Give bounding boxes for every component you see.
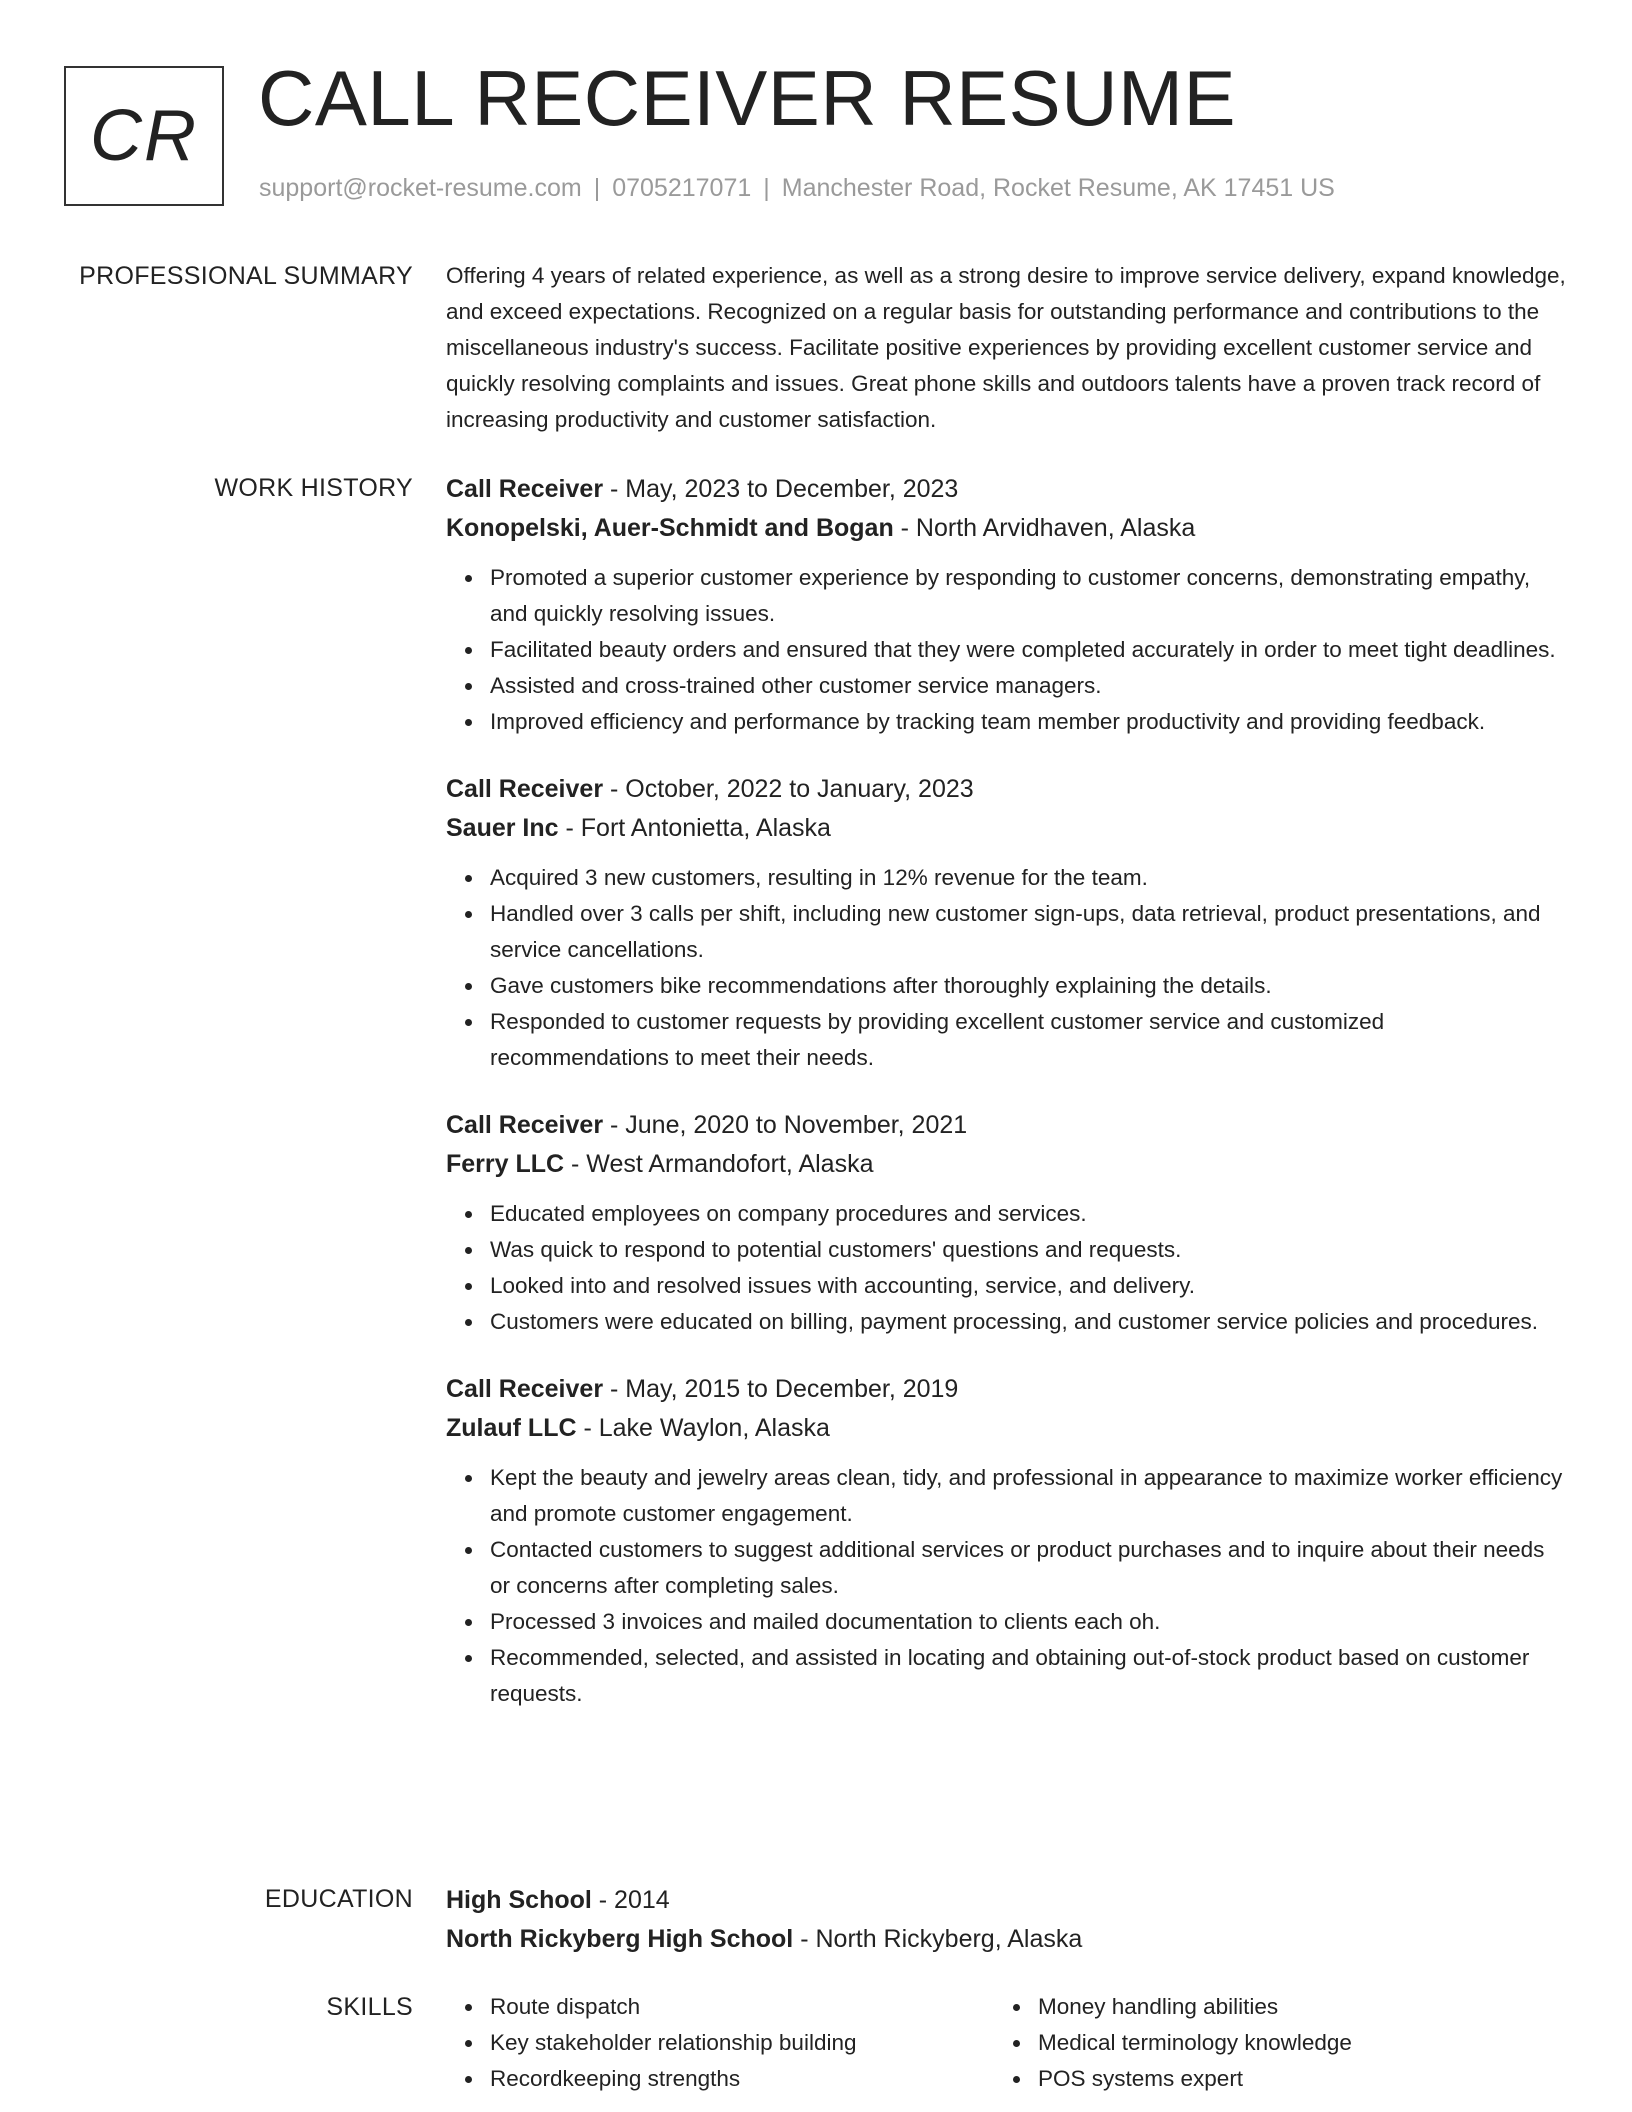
work-history-body bbox=[446, 470, 1566, 1742]
job-bullet: Improved efficiency and performance by tracking team member productivity and providing feedback. bbox=[490, 704, 1566, 740]
job-bullet: Facilitated beauty orders and ensured that they were completed accurately in order to meet tight deadlines. bbox=[490, 632, 1566, 668]
contact-email: support@rocket-resume.com bbox=[259, 174, 582, 202]
job-location: - North Arvidhaven, Alaska bbox=[893, 514, 1196, 542]
job-bullet: Responded to customer requests by providing excellent customer service and customized recommendations to meet their needs. bbox=[490, 1004, 1566, 1076]
job-company-line bbox=[446, 509, 1566, 548]
job-entry bbox=[446, 1370, 1566, 1712]
job-bullet: Recommended, selected, and assisted in locating and obtaining out-of-stock product based on customer requests. bbox=[490, 1640, 1566, 1712]
monogram-box bbox=[64, 66, 224, 206]
job-entry bbox=[446, 470, 1566, 740]
job-location: - Lake Waylon, Alaska bbox=[576, 1414, 830, 1442]
job-bullet-list bbox=[446, 1196, 1566, 1340]
skills-column-left bbox=[446, 1989, 994, 2097]
skills-list-left bbox=[446, 1989, 994, 2097]
job-bullet-list bbox=[446, 1460, 1566, 1712]
education-school: North Rickyberg High School bbox=[446, 1925, 794, 1953]
job-title: Call Receiver bbox=[446, 1111, 604, 1139]
contact-separator: | bbox=[593, 174, 601, 202]
job-bullet: Processed 3 invoices and mailed documentation to clients each oh. bbox=[490, 1604, 1566, 1640]
skill-item: POS systems expert bbox=[1038, 2061, 1542, 2097]
job-title-line bbox=[446, 770, 1566, 809]
contact-address: Manchester Road, Rocket Resume, AK 17451 US bbox=[781, 174, 1335, 202]
education-body bbox=[446, 1881, 1566, 1959]
education-degree: High School bbox=[446, 1886, 592, 1914]
skill-item: Medical terminology knowledge bbox=[1038, 2025, 1542, 2061]
job-company: Ferry LLC bbox=[446, 1150, 565, 1178]
job-company-line bbox=[446, 809, 1566, 848]
job-location: - Fort Antonietta, Alaska bbox=[558, 814, 831, 842]
education-location: - North Rickyberg, Alaska bbox=[793, 1925, 1083, 1953]
job-dates: - May, 2023 to December, 2023 bbox=[603, 475, 959, 503]
job-company-line bbox=[446, 1409, 1566, 1448]
job-bullet: Assisted and cross-trained other customer service managers. bbox=[490, 668, 1566, 704]
job-company: Sauer Inc bbox=[446, 814, 559, 842]
job-title-line bbox=[446, 470, 1566, 509]
job-bullet-list bbox=[446, 860, 1566, 1076]
job-bullet: Contacted customers to suggest additional services or product purchases and to inquire about their needs or concerns after completing sales. bbox=[490, 1532, 1566, 1604]
job-bullet: Customers were educated on billing, payment processing, and customer service policies and procedures. bbox=[490, 1304, 1566, 1340]
job-bullet-list bbox=[446, 560, 1566, 740]
section-label-summary: PROFESSIONAL SUMMARY bbox=[79, 262, 413, 290]
skill-item: Money handling abilities bbox=[1038, 1989, 1542, 2025]
job-title-line bbox=[446, 1370, 1566, 1409]
section-label-skills: SKILLS bbox=[326, 1993, 413, 2021]
contact-line bbox=[259, 174, 1335, 203]
job-title: Call Receiver bbox=[446, 1375, 604, 1403]
job-bullet: Gave customers bike recommendations after thoroughly explaining the details. bbox=[490, 968, 1566, 1004]
job-title: Call Receiver bbox=[446, 775, 604, 803]
resume-title: CALL RECEIVER RESUME bbox=[258, 54, 1237, 142]
job-bullet: Handled over 3 calls per shift, including new customer sign-ups, data retrieval, product presentations, and service cancellations. bbox=[490, 896, 1566, 968]
summary-text: Offering 4 years of related experience, as well as a strong desire to improve service delivery, expand knowledge, and exceed expectations. Recognized on a regular basis for outstanding performance and contributions to the miscellaneous industry's success. Facilitate positive experiences by providing excellent customer service and quickly resolving complaints and issues. Great phone skills and outdoors talents have a proven track record of increasing productivity and customer satisfaction. bbox=[446, 263, 1566, 432]
summary-body bbox=[446, 258, 1566, 438]
contact-separator: | bbox=[763, 174, 770, 202]
job-dates: - October, 2022 to January, 2023 bbox=[603, 775, 974, 803]
job-bullet: Acquired 3 new customers, resulting in 12% revenue for the team. bbox=[490, 860, 1566, 896]
education-degree-line bbox=[446, 1881, 1566, 1920]
monogram-initials: CR bbox=[90, 96, 198, 176]
job-company: Zulauf LLC bbox=[446, 1414, 577, 1442]
skills-column-right bbox=[994, 1989, 1542, 2097]
job-entry bbox=[446, 1106, 1566, 1340]
job-bullet: Promoted a superior customer experience by responding to customer concerns, demonstrating empathy, and quickly resolving issues. bbox=[490, 560, 1566, 632]
skills-list-right bbox=[994, 1989, 1542, 2097]
job-bullet: Kept the beauty and jewelry areas clean, tidy, and professional in appearance to maximize worker efficiency and promote customer engagement. bbox=[490, 1460, 1566, 1532]
job-dates: - June, 2020 to November, 2021 bbox=[603, 1111, 968, 1139]
education-school-line bbox=[446, 1920, 1566, 1959]
job-bullet: Looked into and resolved issues with accounting, service, and delivery. bbox=[490, 1268, 1566, 1304]
job-title: Call Receiver bbox=[446, 475, 604, 503]
job-location: - West Armandofort, Alaska bbox=[564, 1150, 874, 1178]
job-entry bbox=[446, 770, 1566, 1076]
skill-item: Route dispatch bbox=[490, 1989, 994, 2025]
job-bullet: Educated employees on company procedures and services. bbox=[490, 1196, 1566, 1232]
job-company: Konopelski, Auer-Schmidt and Bogan bbox=[446, 514, 894, 542]
skill-item: Recordkeeping strengths bbox=[490, 2061, 994, 2097]
job-bullet: Was quick to respond to potential customers' questions and requests. bbox=[490, 1232, 1566, 1268]
skill-item: Key stakeholder relationship building bbox=[490, 2025, 994, 2061]
section-label-education: EDUCATION bbox=[264, 1885, 413, 1913]
education-year: - 2014 bbox=[591, 1886, 670, 1914]
job-title-line bbox=[446, 1106, 1566, 1145]
contact-phone: 0705217071 bbox=[612, 174, 752, 202]
skills-body bbox=[446, 1989, 1566, 2097]
section-label-work-history: WORK HISTORY bbox=[214, 474, 413, 502]
job-dates: - May, 2015 to December, 2019 bbox=[603, 1375, 959, 1403]
job-company-line bbox=[446, 1145, 1566, 1184]
